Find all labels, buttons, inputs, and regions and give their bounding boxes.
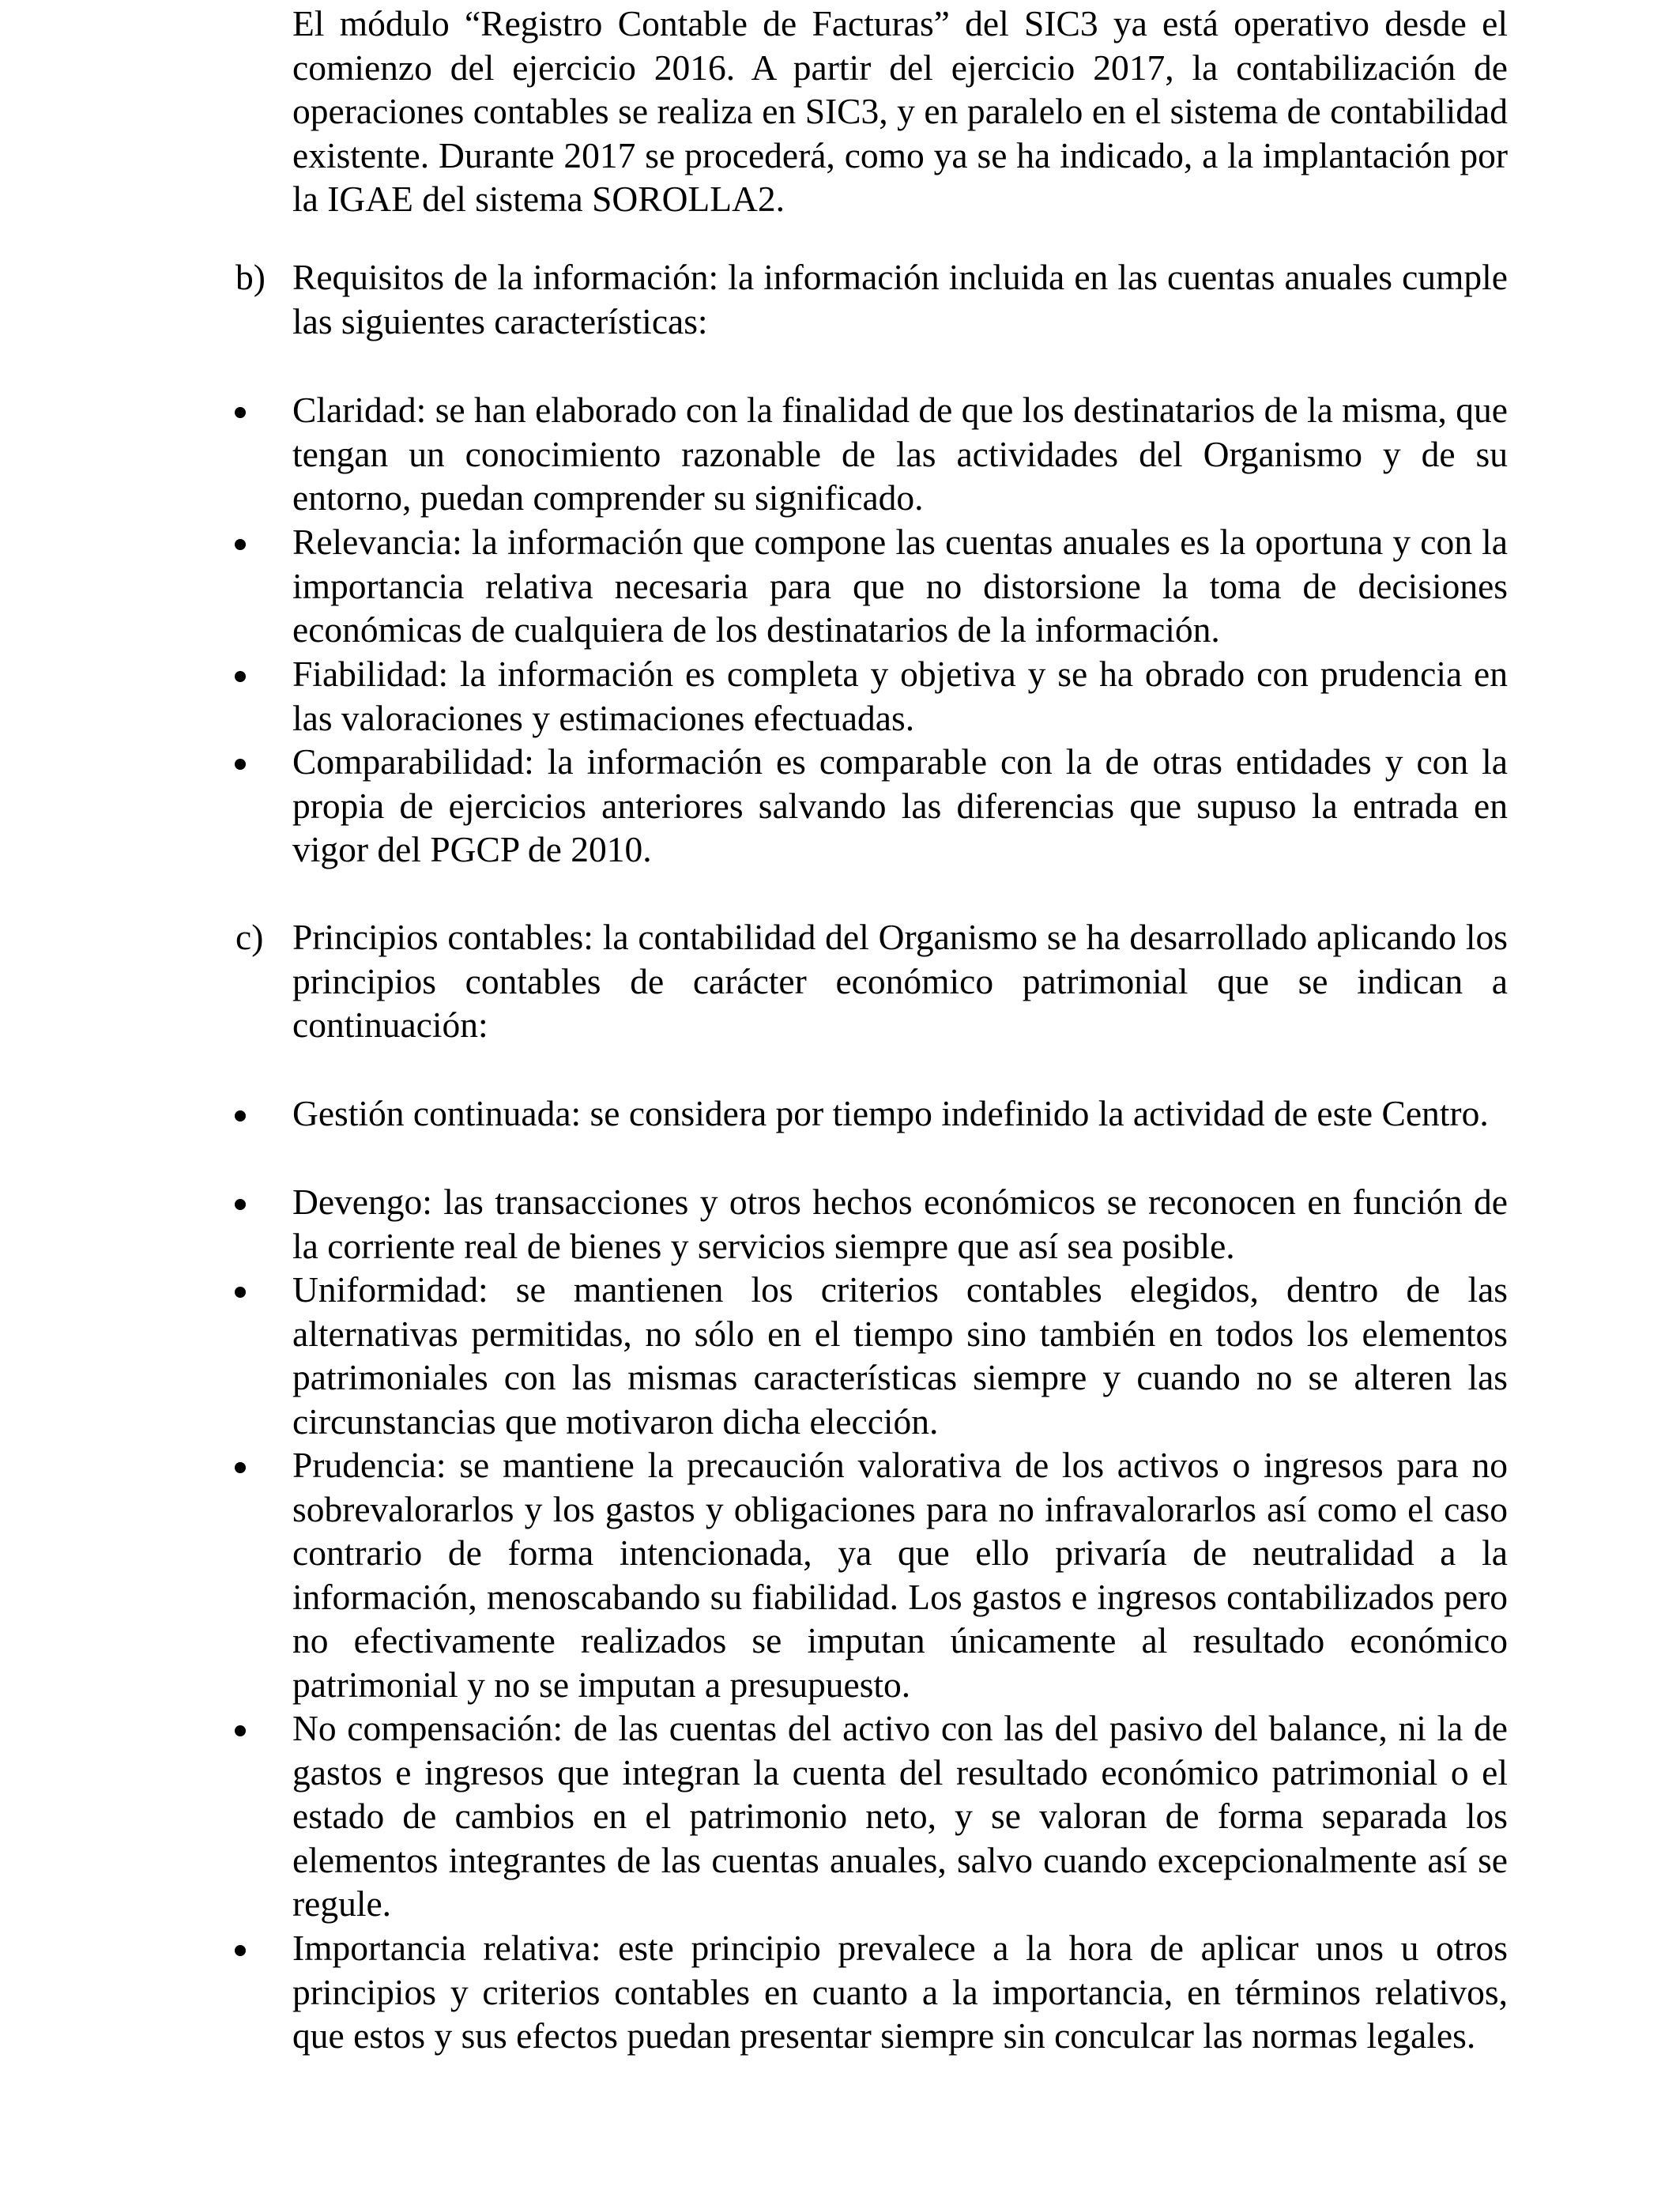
section-c-bullet-2: [292, 1180, 1508, 1268]
list-item: Prudencia: se mantiene la precaución valorativa de los activos o ingresos para no sobrevalorarlos y los gastos y obligaciones para no infravalorarlos así como el caso contrario de forma intencionada, ya que ello privaría de neutralidad a la información, menoscabando su fiabilidad. Los gastos e ingresos contabilizados pero no efectivamente realizados se imputan únicamente al resultado económico patrimonial y no se imputan a presupuesto.: [292, 1445, 1508, 1705]
section-b-bullet-4: [292, 740, 1508, 872]
section-b-text: Requisitos de la información: la información incluida en las cuentas anuales cumple las siguientes características:: [292, 257, 1508, 341]
intro-text: El módulo “Registro Contable de Facturas” del SIC3 ya está operativo desde el comienzo del ejercicio 2016. A partir del ejercicio 2017, la contabilización de operaciones contables se realiza en SIC3, y en paralelo en el sistema de contabilidad existente. Durante 2017 se procederá, como ya se ha indicado, a la implantación por la IGAE del sistema SOROLLA2.: [292, 3, 1508, 219]
bullet-icon: [235, 1287, 246, 1298]
list-item: Gestión continuada: se considera por tiempo indefinido la actividad de este Centro.: [292, 1093, 1489, 1133]
bullet-icon: [235, 759, 246, 770]
section-b-bullet-1: [292, 388, 1508, 520]
section-b-heading: [235, 255, 1508, 343]
list-item: Uniformidad: se mantienen los criterios contables elegidos, dentro de las alternativas permitidas, no sólo en el tiempo sino también en todos los elementos patrimoniales con las mismas características siempre y cuando no se alteren las circunstancias que motivaron dicha elección.: [292, 1269, 1508, 1442]
bullet-icon: [235, 1110, 246, 1122]
section-c-bullet-3: [292, 1268, 1508, 1443]
section-b-marker: b): [235, 257, 266, 297]
bullet-icon: [235, 1462, 246, 1473]
section-c-bullet-6: [292, 1926, 1508, 2058]
section-c-marker: c): [235, 917, 264, 957]
section-c-heading: [235, 915, 1508, 1047]
bullet-icon: [235, 1725, 246, 1736]
list-item: Claridad: se han elaborado con la finalidad de que los destinatarios de la misma, que tengan un conocimiento razonable de las actividades del Organismo y de su entorno, puedan comprender su significado.: [292, 390, 1508, 518]
list-item: Relevancia: la información que compone las cuentas anuales es la oportuna y con la importancia relativa necesaria para que no distorsione la toma de decisiones económicas de cualquiera de los destinatarios de la información.: [292, 522, 1508, 650]
section-c-bullet-4: [292, 1443, 1508, 1706]
bullet-icon: [235, 1945, 246, 1956]
bullet-icon: [235, 1199, 246, 1210]
list-item: Comparabilidad: la información es comparable con la de otras entidades y con la propia de ejercicios anteriores salvando las diferencias que supuso la entrada en vigor del PGCP de 2010.: [292, 741, 1508, 869]
section-c-bullet-1: [292, 1091, 1508, 1136]
bullet-icon: [235, 407, 246, 418]
bullet-icon: [235, 671, 246, 682]
section-c-text: Principios contables: la contabilidad del Organismo se ha desarrollado aplicando los principios contables de carácter económico patrimonial que se indican a continuación:: [292, 917, 1508, 1045]
intro-paragraph: [292, 2, 1508, 221]
list-item: Importancia relativa: este principio prevalece a la hora de aplicar unos u otros principios y criterios contables en cuanto a la importancia, en términos relativos, que estos y sus efectos puedan presentar siempre sin conculcar las normas legales.: [292, 1928, 1508, 2056]
list-item: No compensación: de las cuentas del activo con las del pasivo del balance, ni la de gastos e ingresos que integran la cuenta del resultado económico patrimonial o el estado de cambios en el patrimonio neto, y se valoran de forma separada los elementos integrantes de las cuentas anuales, salvo cuando excepcionalmente así se regule.: [292, 1708, 1508, 1924]
bullet-icon: [235, 539, 246, 550]
list-item: Devengo: las transacciones y otros hechos económicos se reconocen en función de la corriente real de bienes y servicios siempre que así sea posible.: [292, 1182, 1508, 1266]
section-b-bullet-3: [292, 652, 1508, 740]
section-b-bullet-2: [292, 520, 1508, 652]
list-item: Fiabilidad: la información es completa y objetiva y se ha obrado con prudencia en las valoraciones y estimaciones efectuadas.: [292, 654, 1508, 738]
section-c-bullet-5: [292, 1706, 1508, 1926]
